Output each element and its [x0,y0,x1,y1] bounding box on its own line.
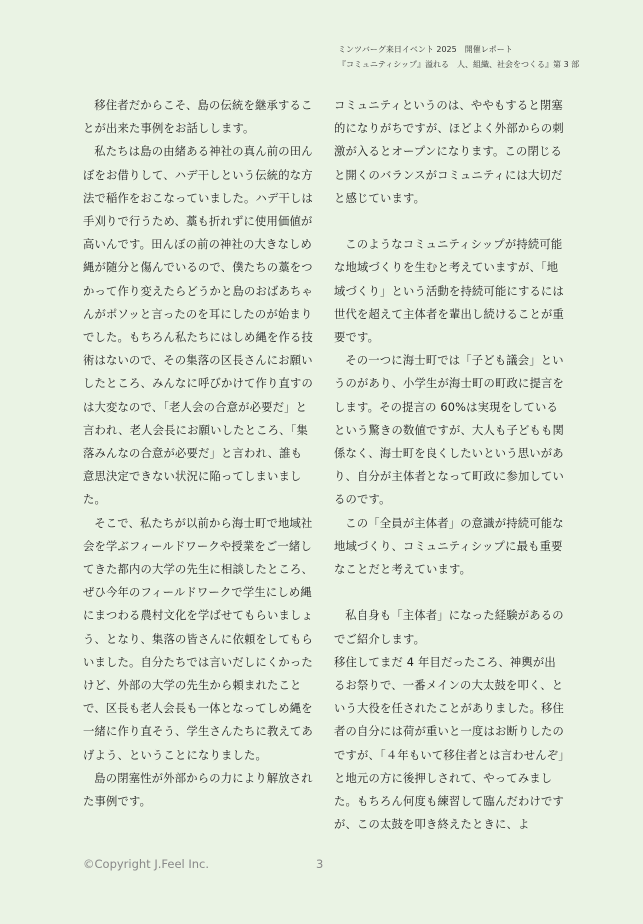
copyright-notice: ©Copyright J.Feel Inc. [83,857,210,871]
left-text-column [83,94,313,813]
header-event-title: ミンツバーグ来日イベント 2025 開催レポート [338,45,513,54]
paragraph: その一つに海士町では「子ども議会」というのがあり、小学生が海士町の町政に提言をします。その提言の 60%は実現をしているという驚きの数値ですが、大人も子どもも関係なく、海士町を良くしたいという思いがあり、自分が主体者となって町政に参加しているのです。 [334,354,564,507]
paragraph: この「全員が主体者」の意識が持続可能な地域づくり、コミュニティシップに最も重要なことだと考えています。 [334,516,564,577]
paragraph: コミュニティというのは、ややもすると閉塞的になりがちですが、ほどよく外部からの刺激が入るとオープンになります。この閉じると開くのバランスがコミュニティには大切だと感じています。 [334,99,564,205]
header-section-title: 『コミュニティシップ』溢れる 人、組織、社会をつくる』第 3 部 [338,60,580,69]
paragraph: 移住者だからこそ、島の伝統を継承することが出来た事例をお話しします。 [83,99,313,136]
paragraph: そこで、私たちが以前から海士町で地域社会を学ぶフィールドワークや授業をご一緒してきた都内の大学の先生に相談したところ、ぜひ今年のフィールドワークで学生にしめ縄にまつわる農村文化を学ばせてもらいましょう、となり、集落の皆さんに依頼をしてもらいました。自分たちでは言いだしにくかったけど、外部の大学の先生から頼まれたことで、区長も老人会長も一体となってしめ縄を一緒に作り直そう、学生さんたちに教えてあげよう、ということになりました。 [83,516,313,762]
paragraph: 私自身も「主体者」になった経験があるのでご紹介します。 [334,609,564,646]
page-number: 3 [316,857,324,871]
paragraph: 私たちは島の由緒ある神社の真ん前の田んぼをお借りして、ハデ干しという伝統的な方法で稲作をおこなっていました。ハデ干しは手刈りで行うため、藁も折れずに使用価値が高いんです。田んぼの前の神社の大きなしめ縄が随分と傷んでいるので、僕たちの藁をつかって作り変えたらどうかと島のおばあちゃんがポソッと言ったのを耳にしたのが始まりでした。もちろん私たちにはしめ縄を作る技術はないので、その集落の区長さんにお願いしたところ、みんなに呼びかけて作り直すのは大変なので、「老人会の合意が必要だ」と言われ、老人会長にお願いしたところ、「集落みんなの合意が必要だ」と言われ、誰も意思決定できない状況に陥ってしまいました。 [83,145,313,507]
paragraph: このようなコミュニティシップが持続可能な地域づくりを生むと考えていますが、「地域づくり」という活動を持続可能にするには世代を超えて主体者を輩出し続けることが重要です。 [334,238,564,345]
report-header [338,42,579,72]
paragraph: 島の閉塞性が外部からの力により解放された事例です。 [83,771,313,809]
paragraph: 移住してまだ 4 年目だったころ、神輿が出るお祭りで、一番メインの大太鼓を叩く、という大役を任されたことがありました。移住者の自分には荷が重いと一度はお断りしたのですが、「４年もいて移住者とは言わせんぞ」と地元の方に後押しされて、やってみました。もちろん何度も練習して臨んだわけですが、この太鼓を叩き終えたときに、よ [334,655,565,832]
right-text-column [334,94,566,836]
